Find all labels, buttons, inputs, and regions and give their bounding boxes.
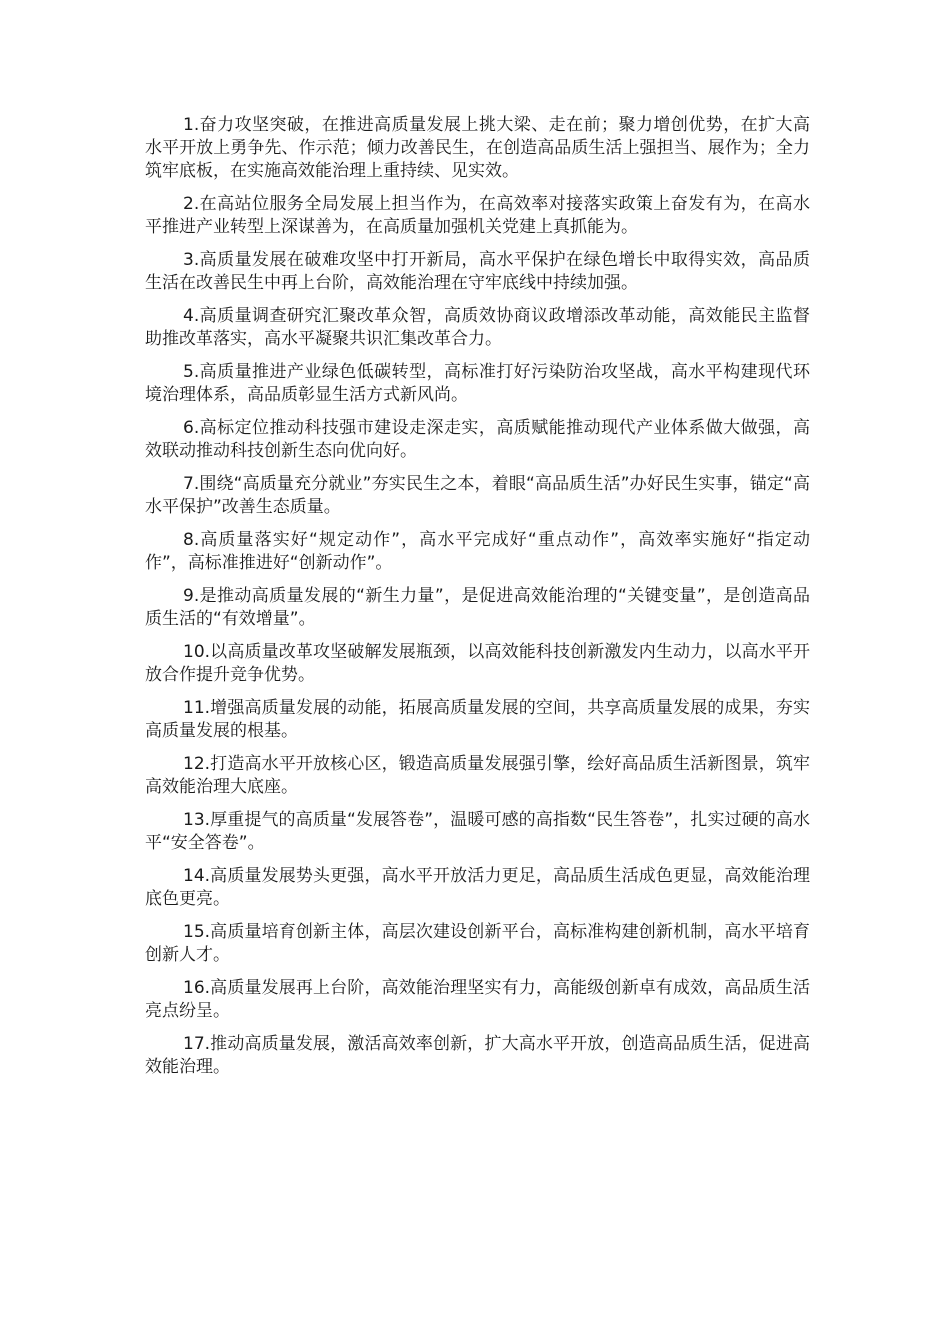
paragraph-14: 14.高质量发展势头更强，高水平开放活力更足，高品质生活成色更显，高效能治理底色更亮。 xyxy=(145,866,810,909)
paragraph-13: 13.厚重提气的高质量“发展答卷”，温暖可感的高指数“民生答卷”，扎实过硬的高水平“安全答卷”。 xyxy=(145,810,810,853)
paragraph-17: 17.推动高质量发展，激活高效率创新，扩大高水平开放，创造高品质生活，促进高效能治理。 xyxy=(145,1034,810,1077)
paragraph-11: 11.增强高质量发展的动能，拓展高质量发展的空间，共享高质量发展的成果，夯实高质量发展的根基。 xyxy=(145,698,810,741)
paragraph-7: 7.围绕“高质量充分就业”夯实民生之本，着眼“高品质生活”办好民生实事，锚定“高水平保护”改善生态质量。 xyxy=(145,474,810,517)
paragraph-9: 9.是推动高质量发展的“新生力量”，是促进高效能治理的“关键变量”，是创造高品质生活的“有效增量”。 xyxy=(145,586,810,629)
paragraph-16: 16.高质量发展再上台阶，高效能治理坚实有力，高能级创新卓有成效，高品质生活亮点纷呈。 xyxy=(145,978,810,1021)
paragraph-5: 5.高质量推进产业绿色低碳转型，高标准打好污染防治攻坚战，高水平构建现代环境治理体系，高品质彰显生活方式新风尚。 xyxy=(145,362,810,405)
paragraph-10: 10.以高质量改革攻坚破解发展瓶颈，以高效能科技创新激发内生动力，以高水平开放合作提升竞争优势。 xyxy=(145,642,810,685)
paragraph-12: 12.打造高水平开放核心区，锻造高质量发展强引擎，绘好高品质生活新图景，筑牢高效能治理大底座。 xyxy=(145,754,810,797)
paragraph-8: 8.高质量落实好“规定动作”，高水平完成好“重点动作”，高效率实施好“指定动作”，高标准推进好“创新动作”。 xyxy=(145,530,810,573)
document-body xyxy=(145,114,810,1089)
paragraph-3: 3.高质量发展在破难攻坚中打开新局，高水平保护在绿色增长中取得实效，高品质生活在改善民生中再上台阶，高效能治理在守牢底线中持续加强。 xyxy=(145,250,810,293)
paragraph-1: 1.奋力攻坚突破，在推进高质量发展上挑大梁、走在前；聚力增创优势，在扩大高水平开放上勇争先、作示范；倾力改善民生，在创造高品质生活上强担当、展作为；全力筑牢底板，在实施高效能治理上重持续、见实效。 xyxy=(145,115,810,181)
paragraph-2: 2.在高站位服务全局发展上担当作为，在高效率对接落实政策上奋发有为，在高水平推进产业转型上深谋善为，在高质量加强机关党建上真抓能为。 xyxy=(145,194,810,237)
paragraph-4: 4.高质量调查研究汇聚改革众智，高质效协商议政增添改革动能，高效能民主监督助推改革落实，高水平凝聚共识汇集改革合力。 xyxy=(145,306,810,349)
paragraph-6: 6.高标定位推动科技强市建设走深走实，高质赋能推动现代产业体系做大做强，高效联动推动科技创新生态向优向好。 xyxy=(145,418,810,461)
paragraph-15: 15.高质量培育创新主体，高层次建设创新平台，高标准构建创新机制，高水平培育创新人才。 xyxy=(145,922,810,965)
